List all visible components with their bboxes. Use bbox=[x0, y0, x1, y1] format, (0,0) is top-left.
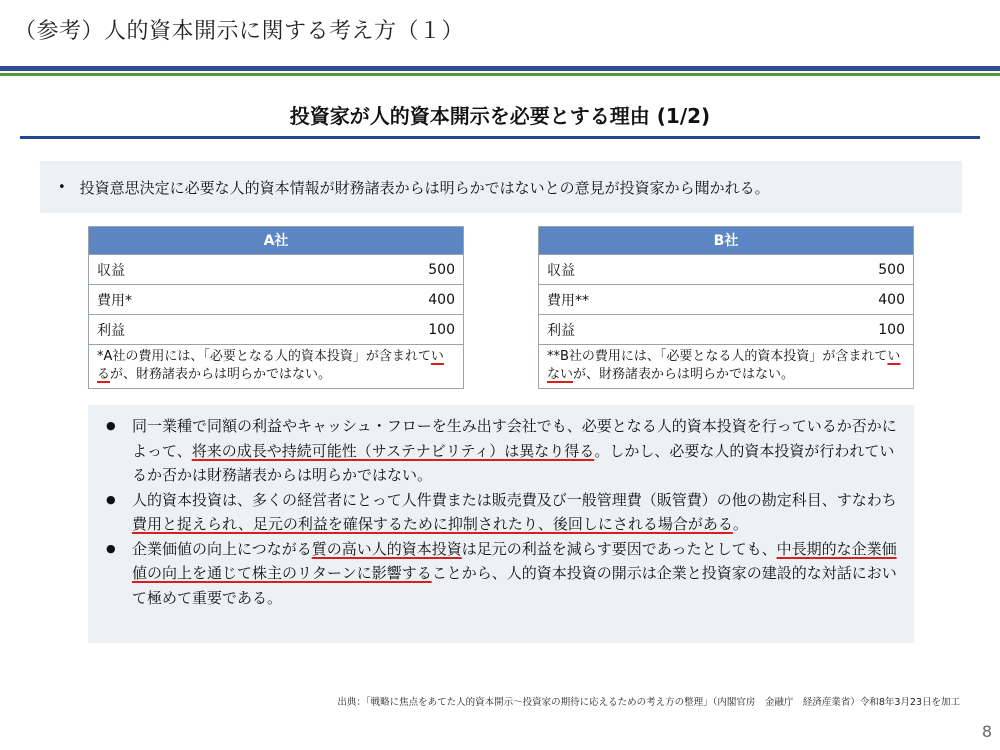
table-row bbox=[539, 285, 913, 315]
table-row bbox=[539, 315, 913, 345]
table-row bbox=[89, 315, 463, 345]
header-rule-green bbox=[0, 73, 1000, 76]
section-subtitle: 投資家が人的資本開示を必要とする理由 (1/2) bbox=[289, 104, 711, 128]
company-b-header: B社 bbox=[539, 227, 913, 255]
company-a-header: A社 bbox=[89, 227, 463, 255]
row-label: 費用* bbox=[97, 292, 132, 309]
table-row bbox=[89, 285, 463, 315]
source-citation: 出典：「戦略に焦点をあてた人的資本開示～投資家の期待に応えるための考え方の整理」（内閣官房 金融庁 経済産業省）令和8年3月23日を加工 bbox=[337, 697, 960, 708]
bullet-icon: • bbox=[58, 179, 66, 195]
company-b-note bbox=[539, 345, 913, 388]
key-point-2 bbox=[106, 488, 904, 537]
company-a-table bbox=[88, 226, 464, 389]
point-text: 。 bbox=[732, 515, 748, 533]
bullet-icon: ● bbox=[106, 492, 116, 506]
intro-text: 投資意思決定に必要な人的資本情報が財務諸表からは明らかではないとの意見が投資家から聞かれる。 bbox=[79, 178, 770, 197]
point-text: 人的資本投資は、多くの経営者にとって人件費または販売費及び一般管理費（販管費）の他の勘定科目、すなわち bbox=[132, 490, 897, 509]
row-value: 100 bbox=[878, 321, 905, 338]
row-value: 500 bbox=[428, 261, 455, 278]
row-value: 100 bbox=[428, 321, 455, 338]
key-point-3 bbox=[106, 537, 904, 611]
point-text: は足元の利益を減らす要因であったとしても、 bbox=[461, 539, 777, 558]
note-text: *A社の費用には、「必要となる人的資本投資」が含まれて bbox=[97, 349, 431, 364]
row-label: 利益 bbox=[97, 322, 125, 339]
subtitle-rule bbox=[20, 136, 980, 139]
note-text: **B社の費用には、「必要となる人的資本投資」が含まれて bbox=[547, 349, 888, 364]
intro-box bbox=[40, 161, 962, 213]
key-points-box bbox=[88, 405, 914, 643]
bullet-icon: ● bbox=[106, 541, 116, 555]
company-b-table bbox=[538, 226, 914, 389]
key-point-1 bbox=[106, 414, 904, 488]
note-text: が、財務諸表からは明らかではない。 bbox=[110, 367, 332, 382]
row-label: 収益 bbox=[547, 262, 575, 279]
table-row bbox=[539, 255, 913, 285]
table-row bbox=[89, 255, 463, 285]
row-value: 500 bbox=[878, 261, 905, 278]
point-emphasis: 質の高い人的資本投資 bbox=[311, 539, 462, 558]
row-label: 費用** bbox=[547, 292, 589, 309]
point-text: 。しかし、必要な人的資本投資が行われているか否かは財務諸表からは明らかではない。 bbox=[132, 441, 895, 484]
row-label: 利益 bbox=[547, 322, 575, 339]
note-text: が、財務諸表からは明らかではない。 bbox=[573, 367, 795, 382]
point-emphasis: 中長期的な企業価値の向上を通じて株主のリターンに影響する bbox=[132, 539, 897, 582]
slide-title: （参考）人的資本開示に関する考え方（１） bbox=[14, 19, 465, 44]
bullet-icon: ● bbox=[106, 419, 116, 432]
row-value: 400 bbox=[428, 291, 455, 308]
note-emphasis: いない bbox=[547, 349, 901, 382]
header-rule-blue bbox=[0, 66, 1000, 71]
company-a-note bbox=[89, 345, 463, 388]
page-number: 8 bbox=[981, 722, 992, 741]
point-text: ことから、人的資本投資の開示は企業と投資家の建設的な対話において極めて重要である。 bbox=[132, 564, 897, 607]
point-text: 同一業種で同額の利益やキャッシュ・フローを生み出す会社でも、必要となる人的資本投資を行っているか否かによって、 bbox=[132, 417, 897, 460]
row-value: 400 bbox=[878, 291, 905, 308]
point-text: 企業価値の向上につながる bbox=[132, 539, 312, 558]
note-emphasis: いる bbox=[97, 349, 444, 382]
point-emphasis: 将来の成長や持続可能性（サステナビリティ）は異なり得る bbox=[191, 441, 595, 460]
point-emphasis: 費用と捉えられ、足元の利益を確保するために抑制されたり、後回しにされる場合がある bbox=[132, 515, 733, 533]
row-label: 収益 bbox=[97, 262, 125, 279]
